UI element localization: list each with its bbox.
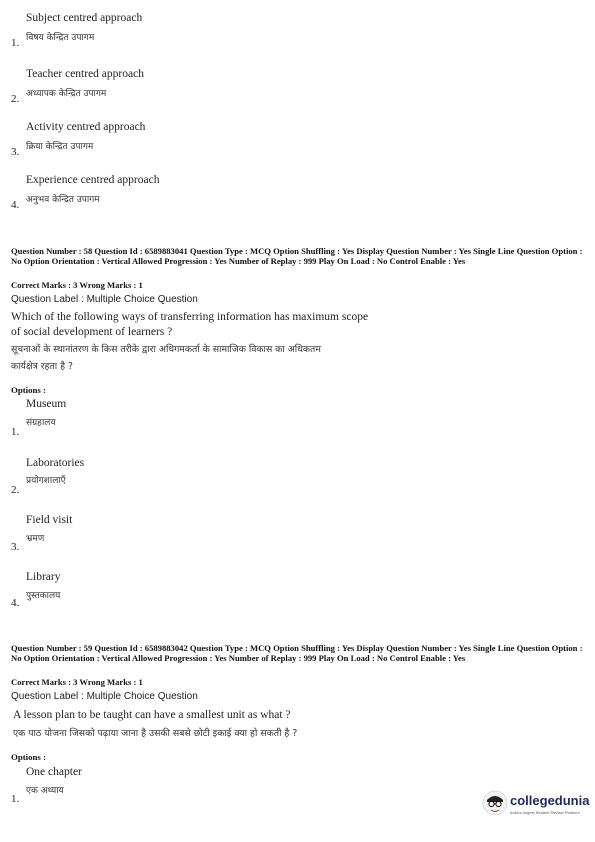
option-text-hi: पुस्तकालय	[26, 591, 61, 601]
option-text-en: Experience centred approach	[26, 174, 160, 186]
option-number: 1.	[11, 426, 20, 438]
question-meta: Question Number : 59 Question Id : 6589883042 Question Type : MCQ Option Shuffling : Yes Display Question Number : Yes Single Line Question Option : No Option Orientation : Vertical Allowed Progression : Yes Number of Replay : 999 Play On Load : No Control Enable : Yes	[11, 643, 583, 663]
options-label: Options :	[11, 752, 46, 762]
question-text-en: of social development of learners ?	[11, 326, 173, 338]
option-number: 4.	[11, 199, 20, 211]
mascot-icon	[482, 790, 508, 816]
question-text-hi: एक पाठ योजना जिसको पढ़ाया जाना है उसकी सबसे छोटी इकाई क्या हो सकती है ?	[13, 728, 298, 739]
option-number: 1.	[11, 37, 20, 49]
option-text-hi: क्रिया केन्द्रित उपागम	[26, 142, 94, 152]
question-text-en: Which of the following ways of transferring information has maximum scope	[11, 311, 369, 323]
option-text-en: Subject centred approach	[26, 12, 143, 24]
collegedunia-logo	[482, 790, 590, 830]
option-number: 2.	[11, 93, 20, 105]
option-text-en: Field visit	[26, 514, 73, 526]
logo-tagline: India's largest Student Review Platform	[510, 810, 580, 815]
option-text-en: Library	[26, 571, 61, 583]
option-text-en: One chapter	[26, 766, 82, 778]
option-number: 4.	[11, 597, 20, 609]
option-number: 3.	[11, 541, 20, 553]
question-text-hi: सूचनाओं के स्थानांतरण के किस तरीके द्वारा अधिगमकर्ता के सामाजिक विकास का अधिकतम	[11, 344, 321, 355]
option-text-hi: अनुभव केन्द्रित उपागम	[26, 195, 100, 205]
question-meta: Question Number : 58 Question Id : 6589883041 Question Type : MCQ Option Shuffling : Yes Display Question Number : Yes Single Line Question Option : No Option Orientation : Vertical Allowed Progression : Yes Number of Replay : 999 Play On Load : No Control Enable : Yes	[11, 246, 583, 266]
question-label: Question Label : Multiple Choice Question	[11, 294, 198, 305]
option-number: 1.	[11, 793, 20, 805]
option-number: 3.	[11, 146, 20, 158]
option-text-hi: विषय केन्द्रित उपागम	[26, 33, 95, 43]
logo-wordmark: collegedunia	[510, 793, 590, 808]
option-text-en: Laboratories	[26, 457, 85, 469]
marks-line: Correct Marks : 3 Wrong Marks : 1	[11, 280, 143, 290]
option-text-en: Museum	[26, 398, 67, 410]
options-label: Options :	[11, 385, 46, 395]
option-text-en: Teacher centred approach	[26, 68, 144, 80]
option-text-hi: एक अध्याय	[26, 786, 64, 796]
option-text-hi: भ्रमण	[26, 534, 45, 544]
option-text-en: Activity centred approach	[26, 121, 146, 133]
option-text-hi: अध्यापक केन्द्रित उपागम	[26, 89, 107, 99]
option-number: 2.	[11, 484, 20, 496]
option-text-hi: प्रयोगशालाएँ	[26, 476, 66, 486]
option-text-hi: संग्रहालय	[26, 418, 56, 428]
question-label: Question Label : Multiple Choice Question	[11, 691, 198, 702]
question-text-hi: कार्यक्षेत्र रहता है ?	[11, 361, 73, 372]
marks-line: Correct Marks : 3 Wrong Marks : 1	[11, 677, 143, 687]
question-text-en: A lesson plan to be taught can have a smallest unit as what ?	[13, 709, 291, 721]
